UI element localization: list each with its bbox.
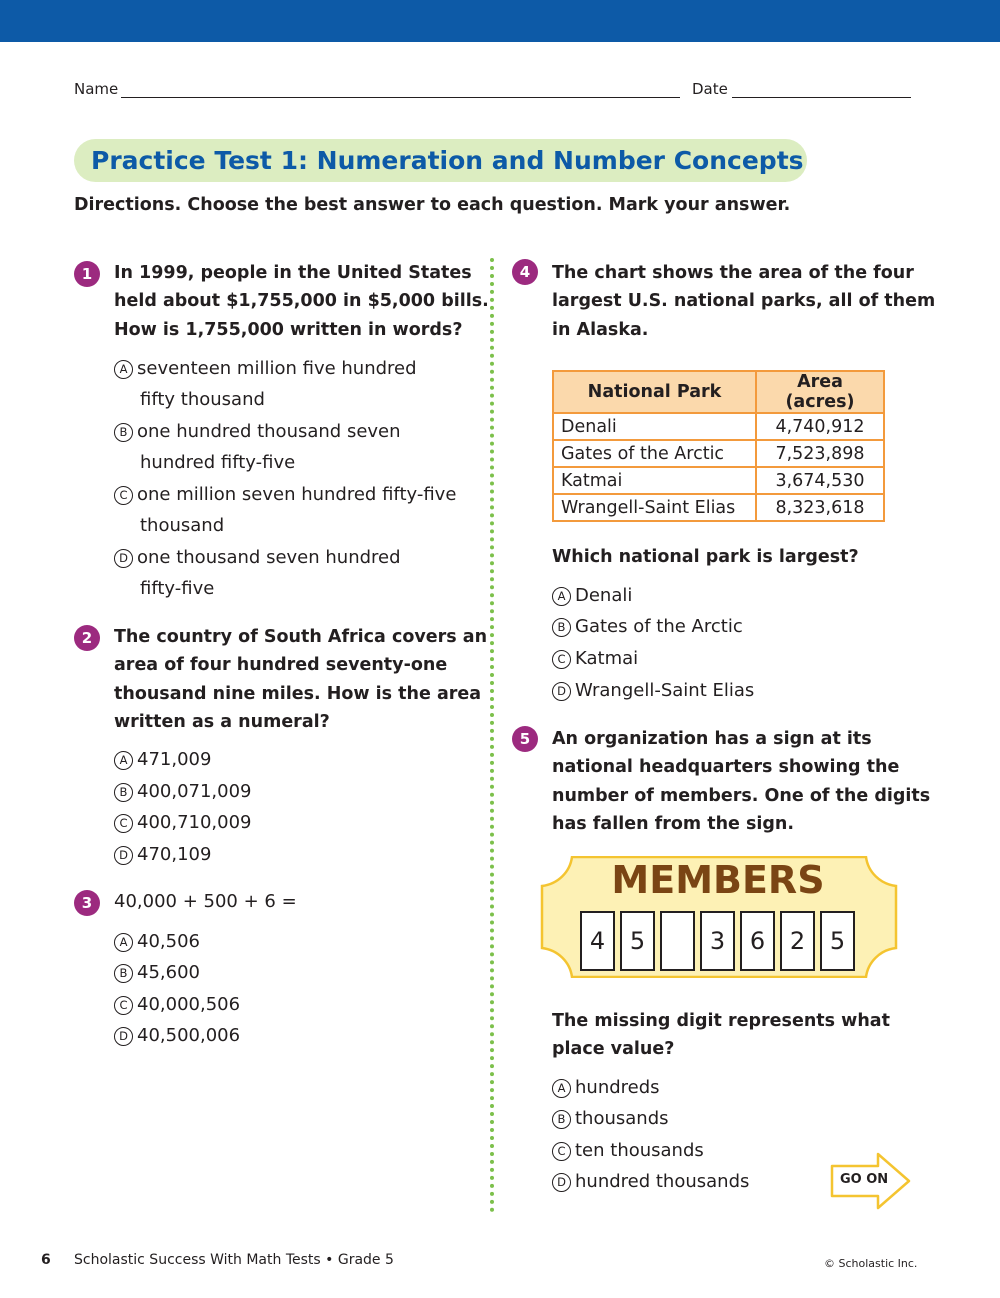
q1-option-b-continued: hundred fifty-five xyxy=(140,452,296,473)
go-on-label: GO ON xyxy=(840,1172,889,1187)
option-text: thousands xyxy=(575,1108,669,1129)
q3-option-d[interactable] xyxy=(114,1025,240,1047)
column-divider xyxy=(490,258,494,1213)
option-text: ten thousands xyxy=(575,1140,704,1161)
q1-option-a[interactable] xyxy=(114,358,417,380)
option-text: one hundred thousand seven xyxy=(137,421,401,442)
option-text: 40,506 xyxy=(137,931,200,952)
question-1-line: How is 1,755,000 written in words? xyxy=(114,319,463,340)
sign-digit: 5 xyxy=(820,911,855,971)
copyright: © Scholastic Inc. xyxy=(824,1257,918,1270)
answer-bubble-c[interactable]: C xyxy=(552,1142,571,1161)
option-text: 45,600 xyxy=(137,962,200,983)
question-number-1: 1 xyxy=(74,261,100,287)
q2-option-d[interactable] xyxy=(114,844,211,866)
sign-digit: 4 xyxy=(580,911,615,971)
answer-bubble-d[interactable]: D xyxy=(114,846,133,865)
question-5-prompt-line: place value? xyxy=(552,1039,675,1060)
question-number-4: 4 xyxy=(512,259,538,285)
question-number-3: 3 xyxy=(74,890,100,916)
q5-option-c[interactable] xyxy=(552,1140,704,1162)
answer-bubble-d[interactable]: D xyxy=(552,1173,571,1192)
sign-digit-missing xyxy=(660,911,695,971)
q1-option-b[interactable] xyxy=(114,421,401,443)
q1-option-c-continued: thousand xyxy=(140,515,225,536)
question-2-line: written as a numeral? xyxy=(114,711,330,732)
answer-bubble-c[interactable]: C xyxy=(114,996,133,1015)
question-2-line: area of four hundred seventy-one xyxy=(114,655,448,676)
option-text: hundred thousands xyxy=(575,1171,750,1192)
option-text: 470,109 xyxy=(137,844,212,865)
q1-option-d-continued: fifty-five xyxy=(140,578,215,599)
park-name-cell: Wrangell-Saint Elias xyxy=(553,494,756,521)
option-text: 471,009 xyxy=(137,749,212,770)
answer-bubble-a[interactable]: A xyxy=(114,751,133,770)
sign-title: MEMBERS xyxy=(611,858,825,902)
sign-digit: 5 xyxy=(620,911,655,971)
option-text: 400,071,009 xyxy=(137,781,252,802)
answer-bubble-a[interactable]: A xyxy=(114,933,133,952)
park-name-cell: Gates of the Arctic xyxy=(553,440,756,467)
q4-option-c[interactable] xyxy=(552,648,638,670)
table-row xyxy=(553,494,884,521)
q3-option-a[interactable] xyxy=(114,931,200,953)
answer-bubble-d[interactable]: D xyxy=(552,682,571,701)
park-area-cell: 3,674,530 xyxy=(756,467,884,494)
answer-bubble-c[interactable]: C xyxy=(114,486,133,505)
question-5-line: An organization has a sign at its xyxy=(552,729,872,749)
q5-option-a[interactable] xyxy=(552,1077,660,1099)
question-4-line: largest U.S. national parks, all of them xyxy=(552,291,936,312)
question-1-text xyxy=(114,259,489,344)
park-area-cell: 7,523,898 xyxy=(756,440,884,467)
question-2-text xyxy=(114,623,487,736)
q3-option-b[interactable] xyxy=(114,962,200,984)
column-header-park: National Park xyxy=(553,371,756,413)
name-input-line[interactable] xyxy=(121,97,680,98)
option-text: Katmai xyxy=(575,648,639,669)
date-input-line[interactable] xyxy=(732,97,911,98)
answer-bubble-c[interactable]: C xyxy=(552,650,571,669)
table-row xyxy=(553,413,884,440)
question-5-text xyxy=(552,725,930,838)
q2-option-a[interactable] xyxy=(114,749,211,771)
answer-bubble-b[interactable]: B xyxy=(114,423,133,442)
option-text: one thousand seven hundred xyxy=(137,547,401,568)
q4-option-a[interactable] xyxy=(552,585,632,607)
directions: Directions. Choose the best answer to each question. Mark your answer. xyxy=(74,195,791,215)
answer-bubble-b[interactable]: B xyxy=(552,618,571,637)
option-text: 40,000,506 xyxy=(137,994,241,1015)
question-4-line: in Alaska. xyxy=(552,319,649,340)
book-title: Scholastic Success With Math Tests • Grade 5 xyxy=(74,1252,394,1268)
page-title: Practice Test 1: Numeration and Number Concepts xyxy=(74,139,807,182)
option-text: Denali xyxy=(575,585,633,606)
option-text: Gates of the Arctic xyxy=(575,616,743,637)
question-5-prompt xyxy=(552,1007,890,1064)
option-text: hundreds xyxy=(575,1077,660,1098)
q5-option-d[interactable] xyxy=(552,1171,749,1193)
question-1-line: held about $1,755,000 in $5,000 bills. xyxy=(114,291,489,312)
option-text: one million seven hundred fifty-five xyxy=(137,484,457,505)
q2-option-b[interactable] xyxy=(114,781,252,803)
answer-bubble-a[interactable]: A xyxy=(552,587,571,606)
park-area-cell: 8,323,618 xyxy=(756,494,884,521)
question-number-5: 5 xyxy=(512,726,538,752)
national-parks-table xyxy=(552,370,885,522)
park-area-cell: 4,740,912 xyxy=(756,413,884,440)
q1-option-a-continued: fifty thousand xyxy=(140,389,265,410)
park-name-cell: Denali xyxy=(553,413,756,440)
option-text: 40,500,006 xyxy=(137,1025,241,1046)
q1-option-c[interactable] xyxy=(114,484,456,506)
q2-option-c[interactable] xyxy=(114,812,252,834)
question-number-2: 2 xyxy=(74,625,100,651)
table-row xyxy=(553,440,884,467)
question-2-line: The country of South Africa covers an xyxy=(114,627,488,647)
date-label: Date xyxy=(692,80,728,98)
option-text: 400,710,009 xyxy=(137,812,252,833)
answer-bubble-d[interactable]: D xyxy=(114,549,133,568)
option-text: seventeen million five hundred xyxy=(137,358,417,379)
park-name-cell: Katmai xyxy=(553,467,756,494)
table-row xyxy=(553,467,884,494)
question-5-prompt-line: The missing digit represents what xyxy=(552,1011,890,1031)
page-number: 6 xyxy=(41,1252,51,1268)
question-5-line: has fallen from the sign. xyxy=(552,813,795,834)
answer-bubble-c[interactable]: C xyxy=(114,814,133,833)
answer-bubble-b[interactable]: B xyxy=(114,783,133,802)
answer-bubble-a[interactable]: A xyxy=(552,1079,571,1098)
question-1-line: In 1999, people in the United States xyxy=(114,263,472,283)
q3-option-c[interactable] xyxy=(114,994,240,1016)
answer-bubble-b[interactable]: B xyxy=(552,1110,571,1129)
q4-option-b[interactable] xyxy=(552,616,743,638)
q1-option-d[interactable] xyxy=(114,547,401,569)
question-4-line: The chart shows the area of the four xyxy=(552,263,914,283)
question-4-text xyxy=(552,259,935,344)
question-5-line: number of members. One of the digits xyxy=(552,785,931,806)
sign-digit: 6 xyxy=(740,911,775,971)
answer-bubble-d[interactable]: D xyxy=(114,1027,133,1046)
sign-digit: 2 xyxy=(780,911,815,971)
question-5-line: national headquarters showing the xyxy=(552,757,900,778)
q5-option-b[interactable] xyxy=(552,1108,669,1130)
column-header-area: Area (acres) xyxy=(756,371,884,413)
sign-digit: 3 xyxy=(700,911,735,971)
answer-bubble-a[interactable]: A xyxy=(114,360,133,379)
q4-option-d[interactable] xyxy=(552,680,754,702)
option-text: Wrangell-Saint Elias xyxy=(575,680,755,701)
top-color-bar xyxy=(0,0,1000,42)
answer-bubble-b[interactable]: B xyxy=(114,964,133,983)
question-3-expression: 40,000 + 500 + 6 = xyxy=(114,891,297,912)
question-2-line: thousand nine miles. How is the area xyxy=(114,683,482,704)
name-label: Name xyxy=(74,80,119,98)
question-4-prompt: Which national park is largest? xyxy=(552,547,859,567)
table-header-row xyxy=(553,371,884,413)
